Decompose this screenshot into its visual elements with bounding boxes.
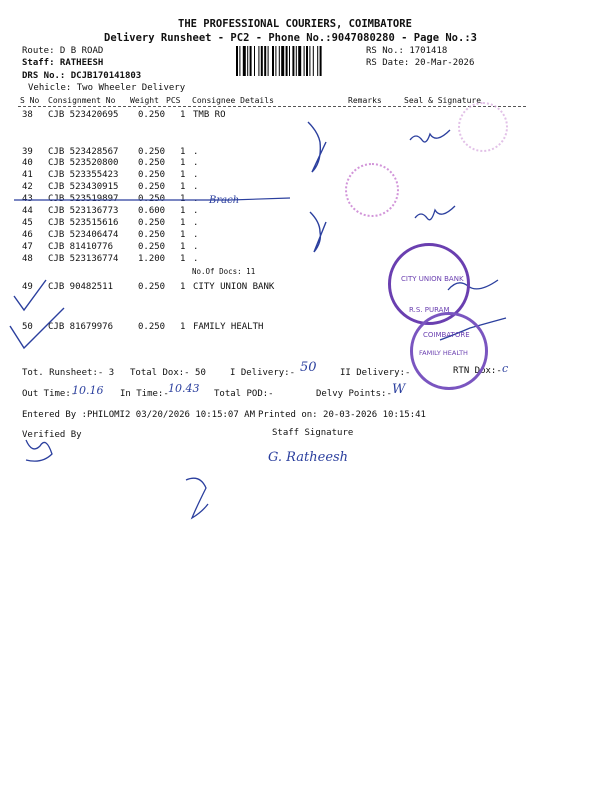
col-pcs: PCS	[166, 96, 181, 105]
row-cell-pcs: 1	[180, 282, 186, 292]
row-cell-wt: 1.200	[138, 254, 166, 264]
tot-runsheet: Tot. Runsheet:- 3	[22, 368, 115, 378]
row-cell-cons: CJB 523420695	[48, 110, 119, 120]
row-43-strike-line	[14, 198, 290, 200]
rs-date: RS Date: 20-Mar-2026	[366, 58, 475, 68]
row-cell-wt: 0.600	[138, 206, 166, 216]
row-cell-pcs: 1	[180, 254, 186, 264]
row-cell-sno: 49	[22, 282, 33, 292]
row-cell-name: FAMILY HEALTH	[193, 322, 264, 332]
row-cell-pcs: 1	[180, 194, 186, 204]
drs-label: DRS No.: DCJB170141803	[22, 71, 142, 81]
row-cell-cons: CJB 523136773	[48, 206, 119, 216]
handwritten-out-time: 10.16	[72, 384, 104, 397]
row-cell-pcs: 1	[180, 110, 186, 120]
printed-on: Printed on: 20-03-2026 10:15:41	[258, 410, 426, 420]
row-cell-sno: 44	[22, 206, 33, 216]
col-consignee: Consignee Details	[192, 96, 274, 105]
row-cell-name: .	[193, 254, 199, 264]
row-cell-sno: 41	[22, 170, 33, 180]
out-time: Out Time:-	[22, 389, 77, 399]
row-cell-sno: 48	[22, 254, 33, 264]
row-cell-sno: 46	[22, 230, 33, 240]
row-cell-cons: CJB 81679976	[48, 322, 114, 332]
signature-38	[410, 130, 450, 142]
row-cell-name: CITY UNION BANK	[193, 282, 275, 292]
handwritten-staff-sign: G. Ratheesh	[268, 450, 349, 465]
rs-puram-stamp-text: R.S. PURAM	[409, 306, 450, 314]
row-cell-pcs: 1	[180, 322, 186, 332]
row-cell-sno: 45	[22, 218, 33, 228]
rtn-dox: RTN Dox:-	[453, 366, 502, 376]
tick-mark-49	[14, 280, 46, 310]
signature-44	[415, 206, 455, 220]
col-consignment: Consignment No	[48, 96, 116, 105]
vehicle-label: Vehicle: Two Wheeler Delivery	[28, 83, 186, 93]
row-cell-wt: 0.250	[138, 110, 166, 120]
row-cell-cons: CJB 523519897	[48, 194, 119, 204]
faded-stamp-top	[345, 163, 399, 217]
ii-delivery: II Delivery:-	[340, 368, 411, 378]
handwritten-rtn-dox: c	[502, 362, 509, 375]
row-cell-wt: 0.250	[138, 242, 166, 252]
verified-signature	[26, 440, 52, 461]
row-cell-sno: 38	[22, 110, 33, 120]
i-delivery: I Delivery:-	[230, 368, 296, 378]
row-cell-wt: 0.250	[138, 158, 166, 168]
row-cell-pcs: 1	[180, 218, 186, 228]
handwritten-in-time: 10.43	[168, 382, 200, 395]
row-cell-wt: 0.250	[138, 170, 166, 180]
row-cell-wt: 0.250	[138, 322, 166, 332]
handwritten-branch-note: Brach	[209, 195, 240, 206]
extra-signature	[186, 478, 208, 518]
staff-label: Staff: RATHEESH	[22, 58, 104, 68]
row-cell-sno: 40	[22, 158, 33, 168]
row-cell-wt: 0.250	[138, 194, 166, 204]
staff-signature-label: Staff Signature	[272, 428, 354, 438]
row-cell-name: .	[193, 158, 199, 168]
row-cell-name: .	[193, 147, 199, 157]
row-cell-pcs: 1	[180, 182, 186, 192]
rs-number: RS No.: 1701418	[366, 46, 448, 56]
company-title: THE PROFESSIONAL COURIERS, COIMBATORE	[178, 18, 412, 30]
row-cell-wt: 0.250	[138, 230, 166, 240]
row-cell-wt: 0.250	[138, 282, 166, 292]
faded-stamp-38	[458, 102, 508, 152]
row-cell-name: .	[193, 218, 199, 228]
row-cell-sno: 47	[22, 242, 33, 252]
tick-mark-50	[10, 308, 64, 348]
row-cell-name: .	[193, 230, 199, 240]
row-cell-sno: 39	[22, 147, 33, 157]
row-cell-cons: CJB 523430915	[48, 182, 119, 192]
row-cell-wt: 0.250	[138, 218, 166, 228]
row-cell-pcs: 1	[180, 206, 186, 216]
row-cell-wt: 0.250	[138, 147, 166, 157]
row-cell-name: .	[193, 194, 199, 204]
verified-by: Verified By	[22, 430, 82, 440]
row-cell-cons: CJB 523520800	[48, 158, 119, 168]
route-label: Route: D B ROAD	[22, 46, 104, 56]
family-health-stamp-text: FAMILY HEALTH	[419, 349, 468, 357]
entered-by: Entered By :PHILOMI2 03/20/2026 10:15:07 AM	[22, 410, 255, 420]
total-pod: Total POD:-	[214, 389, 274, 399]
col-remarks: Remarks	[348, 96, 382, 105]
no-of-docs: No.Of Docs: 11	[192, 267, 256, 276]
remark-mark-44	[310, 212, 326, 252]
row-cell-sno: 50	[22, 322, 33, 332]
coimbatore-stamp-text: COIMBATORE	[423, 331, 470, 339]
row-cell-name: .	[193, 206, 199, 216]
row-cell-cons: CJB 523515616	[48, 218, 119, 228]
row-cell-cons: CJB 523428567	[48, 147, 119, 157]
handwritten-i-delivery: 50	[300, 360, 317, 375]
row-cell-name: .	[193, 242, 199, 252]
row-cell-name: .	[193, 170, 199, 180]
row-cell-name: TMB RO	[193, 110, 226, 120]
row-cell-cons: CJB 523406474	[48, 230, 119, 240]
row-cell-pcs: 1	[180, 170, 186, 180]
row-cell-pcs: 1	[180, 230, 186, 240]
delvy-points: Delvy Points:-	[316, 389, 392, 399]
row-cell-pcs: 1	[180, 158, 186, 168]
row-cell-name: .	[193, 182, 199, 192]
row-cell-cons: CJB 523136774	[48, 254, 119, 264]
handwritten-delvy-points: W	[392, 382, 406, 397]
city-union-stamp-text: CITY UNION BANK	[401, 275, 464, 283]
total-dox: Total Dox:- 50	[130, 368, 206, 378]
col-seal: Seal & Signature	[404, 96, 482, 105]
runsheet-title: Delivery Runsheet - PC2 - Phone No.:9047080280 - Page No.:3	[104, 32, 477, 44]
row-cell-pcs: 1	[180, 242, 186, 252]
col-weight: Weight	[130, 96, 159, 105]
row-cell-sno: 43	[22, 194, 33, 204]
row-cell-pcs: 1	[180, 147, 186, 157]
row-cell-sno: 42	[22, 182, 33, 192]
col-sno: S No	[20, 96, 40, 105]
row-cell-cons: CJB 523355423	[48, 170, 119, 180]
row-cell-cons: CJB 90482511	[48, 282, 114, 292]
remark-mark-38	[308, 122, 326, 172]
row-cell-cons: CJB 81410776	[48, 242, 114, 252]
in-time: In Time:-	[120, 389, 169, 399]
family-health-stamp	[410, 312, 488, 390]
row-cell-wt: 0.250	[138, 182, 166, 192]
